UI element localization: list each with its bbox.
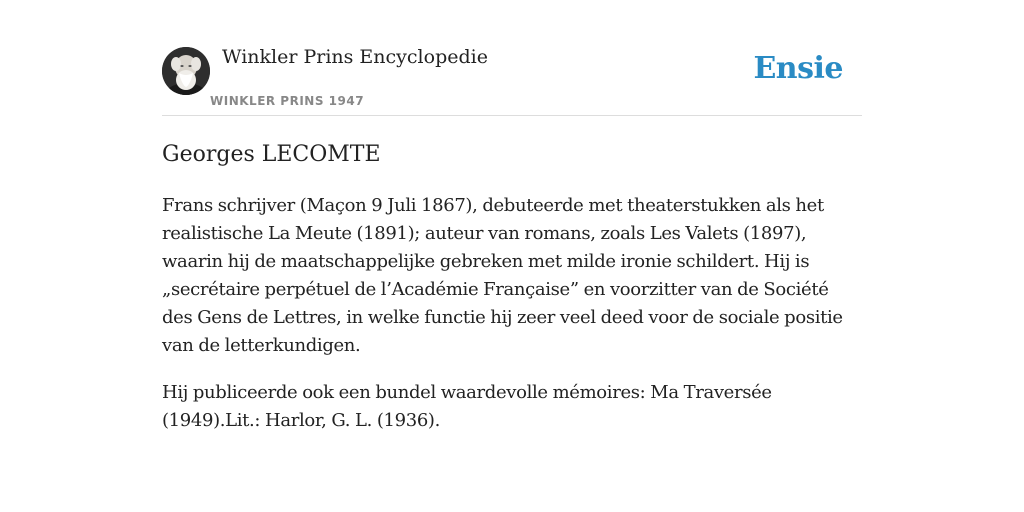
site-title[interactable]: Winkler Prins Encyclopedie bbox=[222, 46, 488, 68]
site-header bbox=[162, 0, 862, 116]
article-paragraph-2: Hij publiceerde ook een bundel waardevolle mémoires: Ma Traversée (1949).Lit.: Harlor, G. L. (1936). bbox=[162, 382, 772, 431]
portrait-avatar-icon[interactable] bbox=[162, 47, 210, 95]
page-container bbox=[162, 0, 862, 431]
ensie-logo[interactable]: Ensie bbox=[753, 51, 843, 86]
article-paragraph-1: Frans schrijver (Maçon 9 Juli 1867), debuteerde met theaterstukken als het realistische La Meute (1891); auteur van romans, zoals Les Valets (1897), waarin hij de maatschappelijke gebreken met milde ironie schildert. Hij is „secrétaire perpétuel de l’Académie Française” en voorzitter van de Société des Gens de Lettres, in welke functie hij zeer veel deed voor de sociale positie van de letterkundigen. bbox=[162, 195, 843, 356]
source-subtitle: WINKLER PRINS 1947 bbox=[210, 94, 365, 108]
article-body bbox=[162, 192, 862, 454]
article-title: Georges LECOMTE bbox=[162, 142, 381, 167]
